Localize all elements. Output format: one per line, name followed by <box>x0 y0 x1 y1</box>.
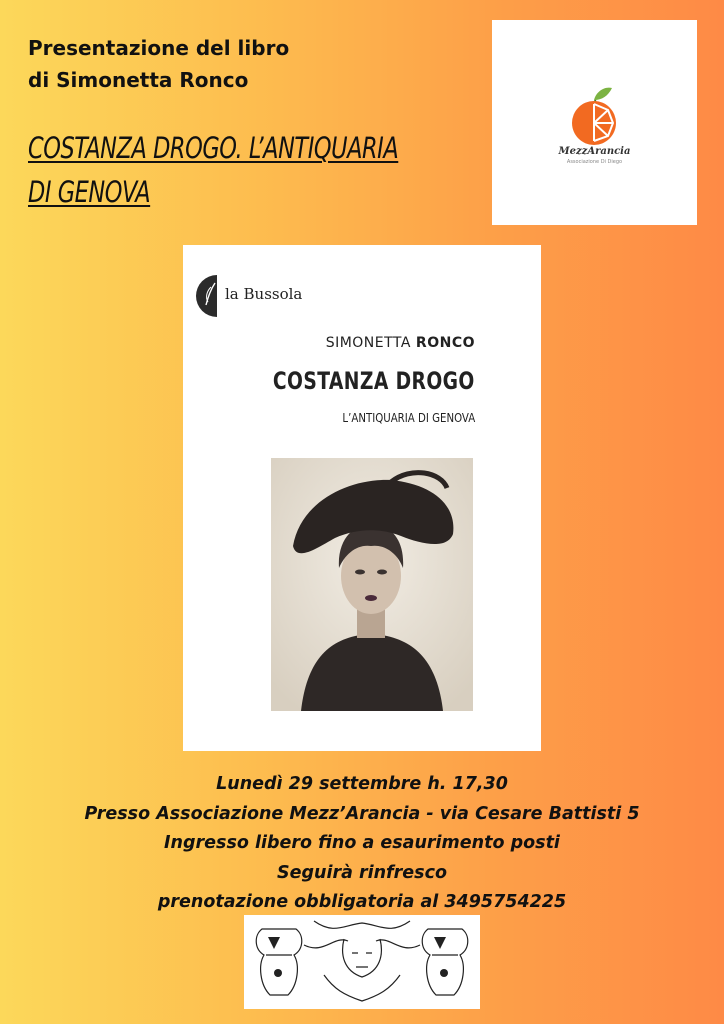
cover-author <box>326 335 475 351</box>
publisher-logo-icon <box>189 275 217 317</box>
intro-line-1: Presentazione del libro <box>28 36 290 60</box>
event-details <box>0 770 724 918</box>
book-cover <box>183 245 541 751</box>
event-entry: Ingresso libero fino a esaurimento posti <box>164 833 560 853</box>
intro-heading <box>28 32 289 96</box>
event-date: Lunedì 29 settembre h. 17,30 <box>216 774 508 794</box>
cover-author-first: SIMONETTA <box>325 335 411 351</box>
cover-portrait-image <box>271 458 473 711</box>
footer-illustration <box>244 915 480 1009</box>
cover-title: COSTANZA DROGO <box>273 367 475 395</box>
logo-box <box>492 20 697 225</box>
cover-publisher: la Bussola <box>225 285 303 303</box>
cover-author-last: RONCO <box>415 335 475 351</box>
event-refreshment: Seguirà rinfresco <box>276 862 447 883</box>
logo-name: MezzArancia <box>558 146 631 157</box>
orange-logo-icon <box>492 20 697 225</box>
event-location: Presso Associazione Mezz’Arancia - via Cesare Battisti 5 <box>84 803 640 824</box>
intro-line-2: di Simonetta Ronco <box>28 68 249 92</box>
cover-subtitle: L’ANTIQUARIA DI GENOVA <box>342 411 475 425</box>
logo-subtitle: Associazione Di Diego <box>566 159 623 165</box>
event-booking: prenotazione obbligatoria al 3495754225 <box>157 892 567 912</box>
book-title: COSTANZA DROGO. L’ANTIQUARIA DI GENOVA <box>28 131 399 209</box>
